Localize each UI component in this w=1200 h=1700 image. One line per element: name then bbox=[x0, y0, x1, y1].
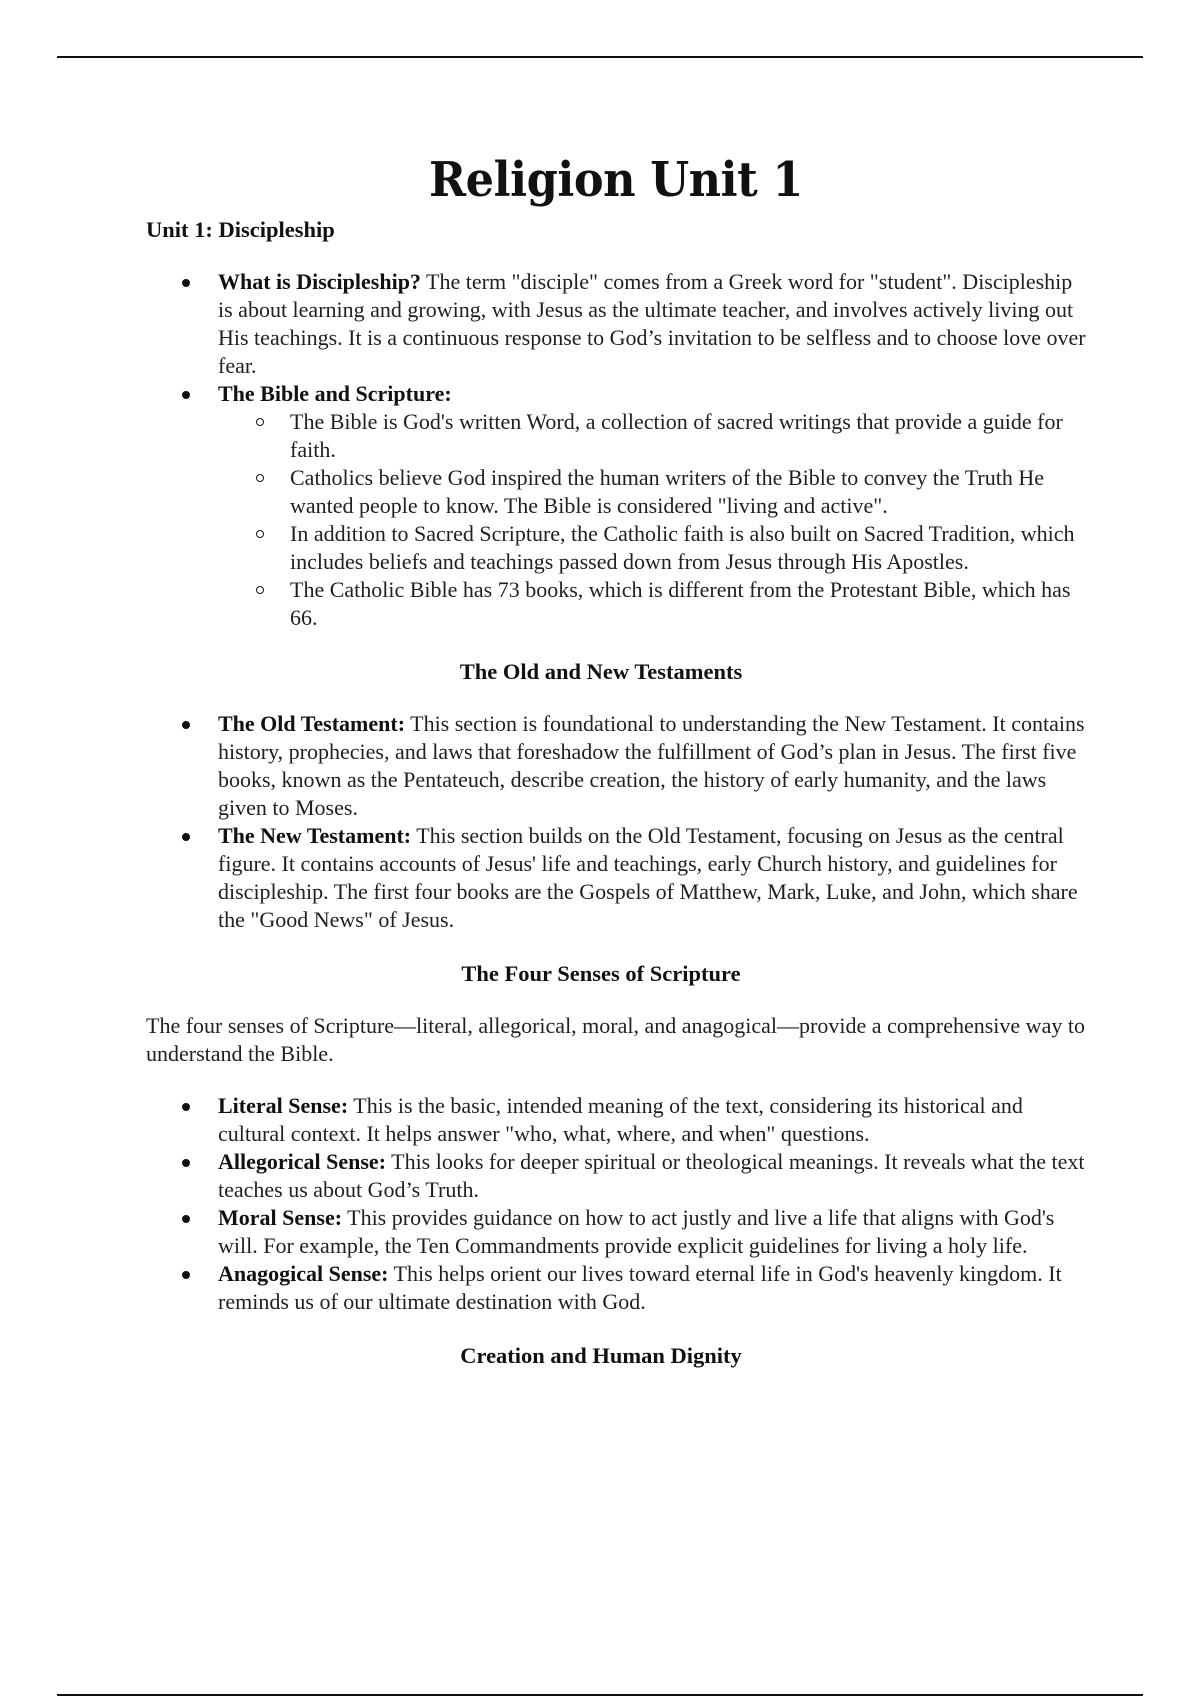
discipleship-list bbox=[146, 268, 1086, 632]
bullet-icon bbox=[182, 1159, 190, 1167]
top-rule bbox=[57, 56, 1143, 58]
item-text: This section is foundational to understanding the New Testament. It contains history, prophecies, and laws that foreshadow the fulfillment of God’s plan in Jesus. The first five books, known as the Pentateuch, describe creation, the history of early humanity, and the laws given to Moses. bbox=[218, 711, 1085, 820]
list-item bbox=[146, 822, 1086, 934]
list-item bbox=[146, 710, 1086, 822]
sub-list-item bbox=[218, 408, 1086, 464]
list-item bbox=[146, 1260, 1086, 1316]
bullet-icon bbox=[182, 279, 190, 287]
list-item bbox=[146, 1092, 1086, 1148]
section-heading-testaments: The Old and New Testaments bbox=[459, 659, 743, 684]
bullet-icon bbox=[182, 391, 190, 399]
item-text: This helps orient our lives toward eternal life in God's heavenly kingdom. It reminds us of our ultimate destination with God. bbox=[218, 1261, 1062, 1314]
hollow-bullet-icon bbox=[256, 586, 264, 594]
item-label: Allegorical Sense: bbox=[218, 1149, 387, 1174]
bullet-icon bbox=[182, 833, 190, 841]
item-text: This is the basic, intended meaning of the text, considering its historical and cultural context. It helps answer "who, what, where, and when" questions. bbox=[218, 1093, 1023, 1146]
bullet-icon bbox=[182, 1271, 190, 1279]
list-item bbox=[146, 380, 1086, 632]
bullet-icon bbox=[182, 721, 190, 729]
hollow-bullet-icon bbox=[256, 418, 264, 426]
bullet-icon bbox=[182, 1215, 190, 1223]
four-senses-intro: The four senses of Scripture—literal, allegorical, moral, and anagogical—provide a comprehensive way to understand the Bible. bbox=[146, 1013, 1085, 1066]
list-item bbox=[146, 1204, 1086, 1260]
sub-item-text: The Bible is God's written Word, a collection of sacred writings that provide a guide for faith. bbox=[290, 409, 1063, 462]
section-heading-four-senses: The Four Senses of Scripture bbox=[461, 961, 741, 986]
unit-subtitle: Unit 1: Discipleship bbox=[146, 217, 335, 242]
list-item bbox=[146, 1148, 1086, 1204]
item-text: This looks for deeper spiritual or theological meanings. It reveals what the text teaches us about God’s Truth. bbox=[218, 1149, 1085, 1202]
item-label: Moral Sense: bbox=[218, 1205, 343, 1230]
testaments-list bbox=[146, 710, 1086, 934]
bottom-rule bbox=[57, 1694, 1143, 1696]
page-title: Religion Unit 1 bbox=[429, 152, 803, 208]
sub-item-text: The Catholic Bible has 73 books, which is different from the Protestant Bible, which has 66. bbox=[290, 577, 1071, 630]
document-body bbox=[146, 150, 1086, 1370]
bullet-icon bbox=[182, 1103, 190, 1111]
four-senses-list bbox=[146, 1092, 1086, 1316]
hollow-bullet-icon bbox=[256, 474, 264, 482]
sub-list-item bbox=[218, 464, 1086, 520]
item-label: The Old Testament: bbox=[218, 711, 406, 736]
item-label: Literal Sense: bbox=[218, 1093, 349, 1118]
item-label: The New Testament: bbox=[218, 823, 412, 848]
item-text: This section builds on the Old Testament, focusing on Jesus as the central figure. It contains accounts of Jesus' life and teachings, early Church history, and guidelines for discipleship. The first four books are the Gospels of Matthew, Mark, Luke, and John, which share the "Good News" of Jesus. bbox=[218, 823, 1078, 932]
item-text: The term "disciple" comes from a Greek word for "student". Discipleship is about learning and growing, with Jesus as the ultimate teacher, and involves actively living out His teachings. It is a continuous response to God’s invitation to be selfless and to choose love over fear. bbox=[218, 269, 1086, 378]
sub-item-text: In addition to Sacred Scripture, the Catholic faith is also built on Sacred Tradition, which includes beliefs and teachings passed down from Jesus through His Apostles. bbox=[290, 521, 1075, 574]
section-heading-creation: Creation and Human Dignity bbox=[460, 1343, 742, 1368]
sub-item-text: Catholics believe God inspired the human writers of the Bible to convey the Truth He wanted people to know. The Bible is considered "living and active". bbox=[290, 465, 1044, 518]
hollow-bullet-icon bbox=[256, 530, 264, 538]
item-label: The Bible and Scripture: bbox=[218, 381, 452, 406]
sub-list-item bbox=[218, 520, 1086, 576]
list-item bbox=[146, 268, 1086, 380]
bible-sublist bbox=[218, 408, 1086, 632]
item-label: What is Discipleship? bbox=[218, 269, 421, 294]
item-text: This provides guidance on how to act justly and live a life that aligns with God's will. For example, the Ten Commandments provide explicit guidelines for living a holy life. bbox=[218, 1205, 1055, 1258]
sub-list-item bbox=[218, 576, 1086, 632]
item-label: Anagogical Sense: bbox=[218, 1261, 389, 1286]
